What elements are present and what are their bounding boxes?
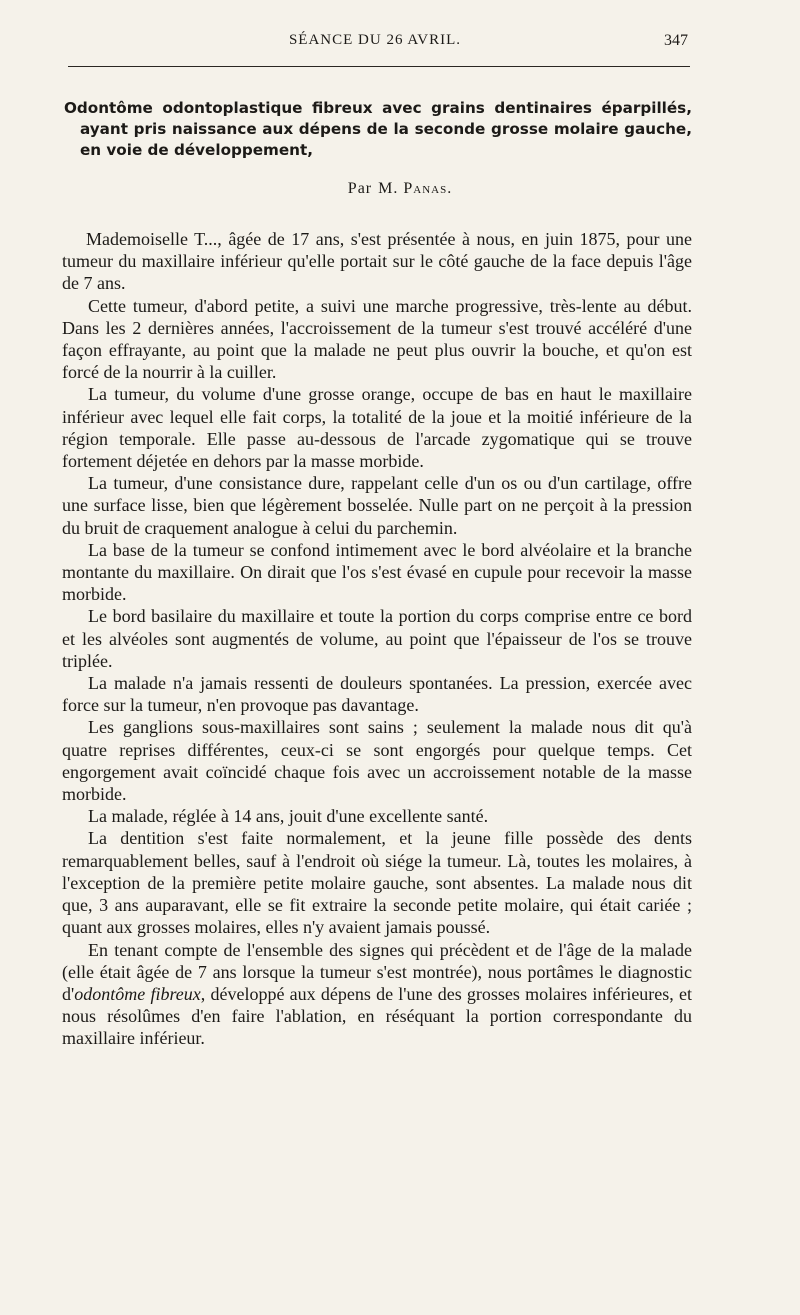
body-paragraph-last [62, 939, 692, 1050]
last-paragraph-text-after: , développé aux dépens de l'une des grosses molaires inférieures, et nous résolûmes d'en faire l'ablation, en réséquant la portion correspondante du maxillaire inférieur. [62, 983, 692, 1049]
body-paragraph: La malade n'a jamais ressenti de douleurs spontanées. La pression, exercée avec force sur la tumeur, n'en provoque pas davantage. [62, 673, 692, 716]
article-title [64, 98, 692, 161]
body-paragraph: La tumeur, d'une consistance dure, rappelant celle d'un os ou d'un cartilage, offre une surface lisse, bien que légèrement bosselée. Nulle part on ne perçoit à la pression du bruit de craquement analogue à celui du parchemin. [62, 473, 692, 538]
author-name: M. Panas. [378, 180, 453, 197]
header-rule [68, 66, 690, 67]
article-title-line: en voie de développement, [80, 141, 314, 159]
article-title-line: Odontôme odontoplastique fibreux avec grains dentinaires éparpillés, [64, 99, 692, 117]
body-paragraph: Les ganglions sous-maxillaires sont sains ; seulement la malade nous dit qu'à quatre reprises différentes, ceux-ci se sont engorgés pour quelque temps. Cet engorgement avait coïncidé chaque fois avec un accroissement notable de la masse morbide. [62, 717, 692, 805]
running-head-title: SÉANCE DU 26 AVRIL. [288, 32, 462, 48]
last-paragraph-text-before: En tenant compte de l'ensemble des signes qui précèdent et de l'âge de la malade (elle était âgée de 7 ans lorsque la tumeur s'est montrée), nous portâmes le diagnostic d' [62, 939, 692, 1004]
body-paragraph: La tumeur, du volume d'une grosse orange, occupe de bas en haut le maxillaire inférieur avec lequel elle fait corps, la totalité de la joue et la moitié inférieure de la région temporale. Elle passe au-dessous de l'arcade zygomatique qui se trouve fortement déjetée en dehors par la masse morbide. [62, 384, 692, 472]
running-head [60, 32, 690, 56]
body-paragraph: La dentition s'est faite normalement, et la jeune fille possède des dents remarquablement belles, sauf à l'endroit où siége la tumeur. Là, toutes les molaires, à l'exception de la première petite molaire gauche, sont absentes. La malade nous dit que, 3 ans auparavant, elle se fit extraire la seconde petite molaire, qui était cariée ; quant aux grosses molaires, elles n'y avaient jamais poussé. [62, 828, 692, 938]
body-paragraph: Mademoiselle T..., âgée de 17 ans, s'est présentée à nous, en juin 1875, pour une tumeur du maxillaire inférieur qu'elle portait sur le côté gauche de la face depuis l'âge de 7 ans. [62, 229, 692, 294]
body-paragraph: Cette tumeur, d'abord petite, a suivi une marche progressive, très-lente au début. Dans les 2 dernières années, l'accroissement de la tumeur s'est trouvé accéléré d'une façon effrayante, au point que la malade ne peut plus ouvrir la bouche, et qu'on est forcé de la nourrir à la cuiller. [62, 295, 692, 383]
author-prefix: Par [347, 180, 373, 197]
body-paragraph: Le bord basilaire du maxillaire et toute la portion du corps comprise entre ce bord et les alvéoles sont augmentés de volume, au point que l'épaisseur de l'os se trouve triplée. [62, 606, 692, 671]
article-body [62, 228, 692, 1050]
author-byline [0, 180, 800, 198]
body-paragraph: La base de la tumeur se confond intimement avec le bord alvéolaire et la branche montante du maxillaire. On dirait que l'os s'est évasé en cupule pour recevoir la masse morbide. [62, 539, 692, 605]
article-title-line: ayant pris naissance aux dépens de la seconde grosse molaire gauche, [80, 120, 692, 138]
body-paragraph: La malade, réglée à 14 ans, jouit d'une excellente santé. [88, 806, 489, 827]
page-number: 347 [664, 32, 688, 49]
diagnosis-italic: odontôme fibreux [74, 983, 201, 1004]
